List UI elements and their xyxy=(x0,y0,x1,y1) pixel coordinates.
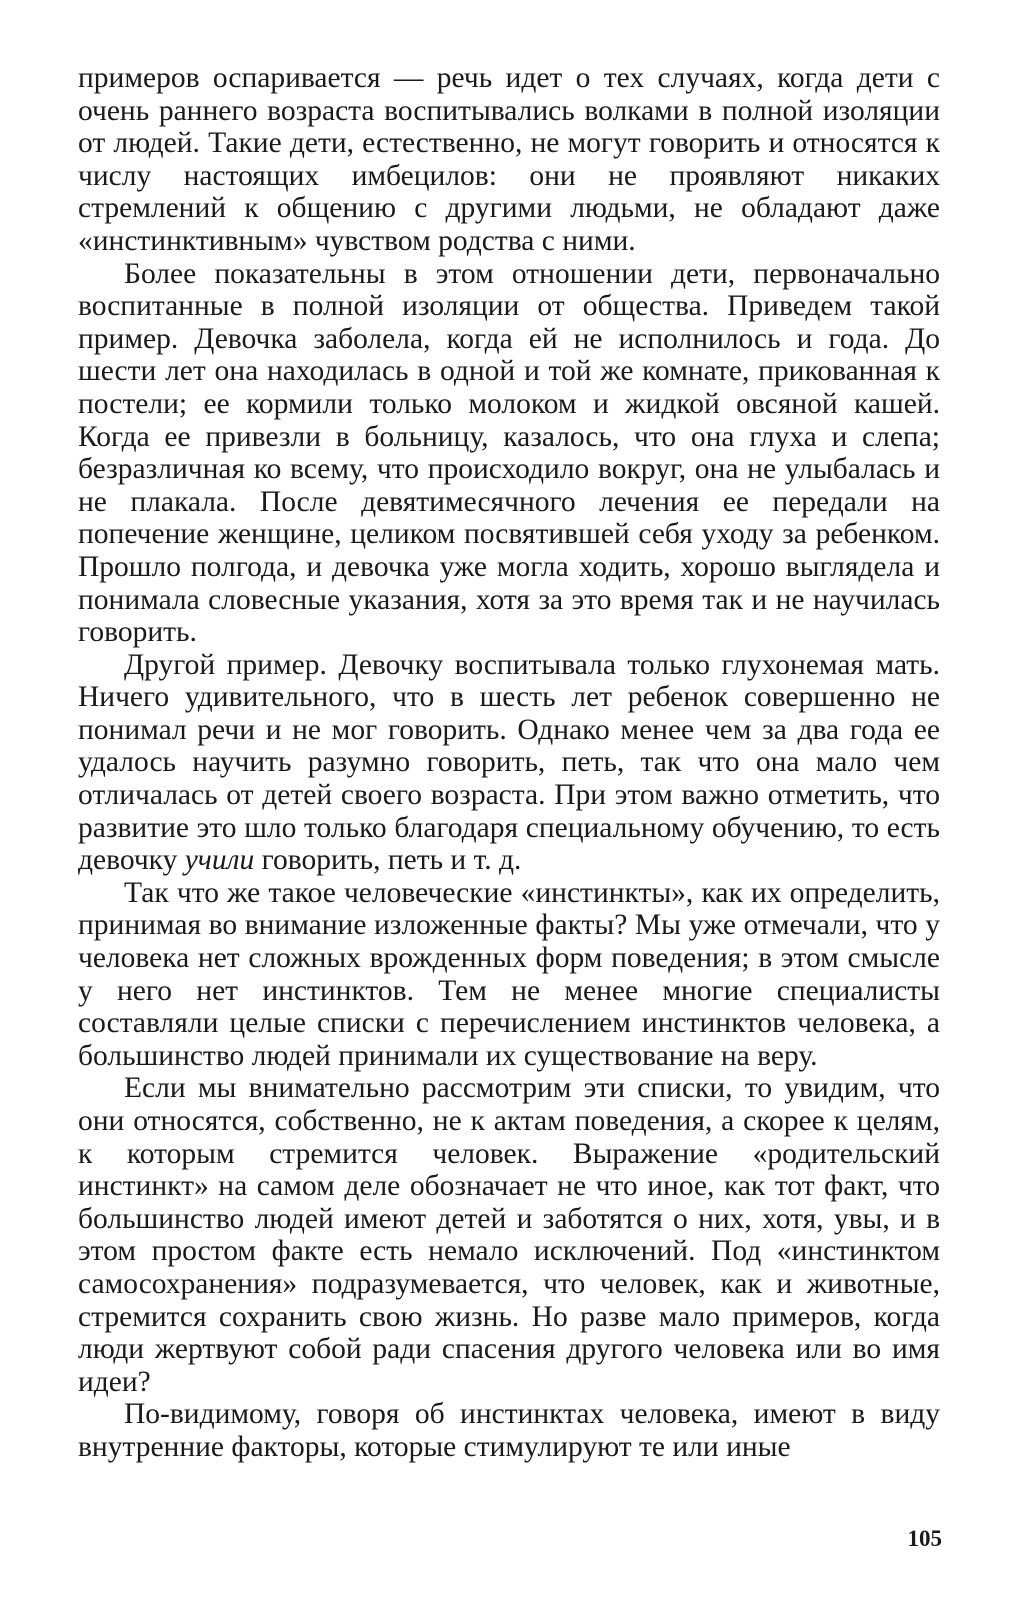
paragraph-2: Более показательны в этом отношении дети, первоначально воспитанные в полной изоляции от общества. Приведем такой пример. Девочка заболела, когда ей не исполнилось и года. До шести лет она находилась в одной и той же комнате, прикованная к постели; ее кормили только молоком и жидкой овсяной кашей. Когда ее привезли в больницу, казалось, что она глуха и слепа; безразличная ко всему, что происходило вокруг, она не улыбалась и не плакала. После девятимесячного лечения ее передали на попечение женщине, целиком посвятившей себя уходу за ребенком. Прошло полгода, и девочка уже могла ходить, хорошо выглядела и понимала словесные указания, хотя за это время так и не научилась говорить. xyxy=(78,257,940,649)
paragraph-1: примеров оспаривается — речь идет о тех случаях, когда дети с очень раннего возраста воспитывались волками в полной изоляции от людей. Такие дети, естественно, не могут говорить и относятся к числу настоящих имбецилов: они не проявляют никаких стремлений к общению с другими людьми, не обладают даже «инстинктивным» чувством родства с ними. xyxy=(78,62,940,257)
paragraph-6: По-видимому, говоря об инстинктах человека, имеют в виду внутренние факторы, которые стимулируют те или иные xyxy=(78,1398,940,1463)
page-number: 105 xyxy=(907,1526,942,1551)
paragraph-4: Так что же такое человеческие «инстинкты», как их определить, принимая во внимание изложенные факты? Мы уже отмечали, что у человека нет сложных врожденных форм поведения; в этом смысле у него нет инстинктов. Тем не менее многие специалисты составляли целые списки с перечислением инстинктов человека, а большинство людей принимали их существование на веру. xyxy=(78,876,940,1072)
paragraph-3-part-1: Другой пример. Девочку воспитывала только глухонемая мать. Ничего удивительного, что в шесть лет ребенок совершенно не понимал речи и не мог говорить. Однако менее чем за два года ее удалось научить разумно говорить, петь, так что она мало чем отличалась от детей своего возраста. При этом важно отметить, что развитие это шло только благодаря специальному обучению, то есть девочку xyxy=(78,648,940,877)
paragraph-3-part-2: говорить, петь и т. д. xyxy=(254,844,522,877)
paragraph-5: Если мы внимательно рассмотрим эти списки, то увидим, что они относятся, собственно, не к актам поведения, а скорее к целям, к которым стремится человек. Выражение «родительский инстинкт» на самом деле обозначает не что иное, как тот факт, что большинство людей имеют детей и заботятся о них, хотя, увы, и в этом простом факте есть немало исключений. Под «инстинктом самосохранения» подразумевается, что человек, как и животные, стремится сохранить свою жизнь. Но разве мало примеров, когда люди жертвуют собой ради спасения другого человека или во имя идеи? xyxy=(78,1072,940,1398)
emphasized-word: учили xyxy=(184,844,255,877)
paragraph-3 xyxy=(78,649,940,877)
page-body xyxy=(78,62,940,1542)
